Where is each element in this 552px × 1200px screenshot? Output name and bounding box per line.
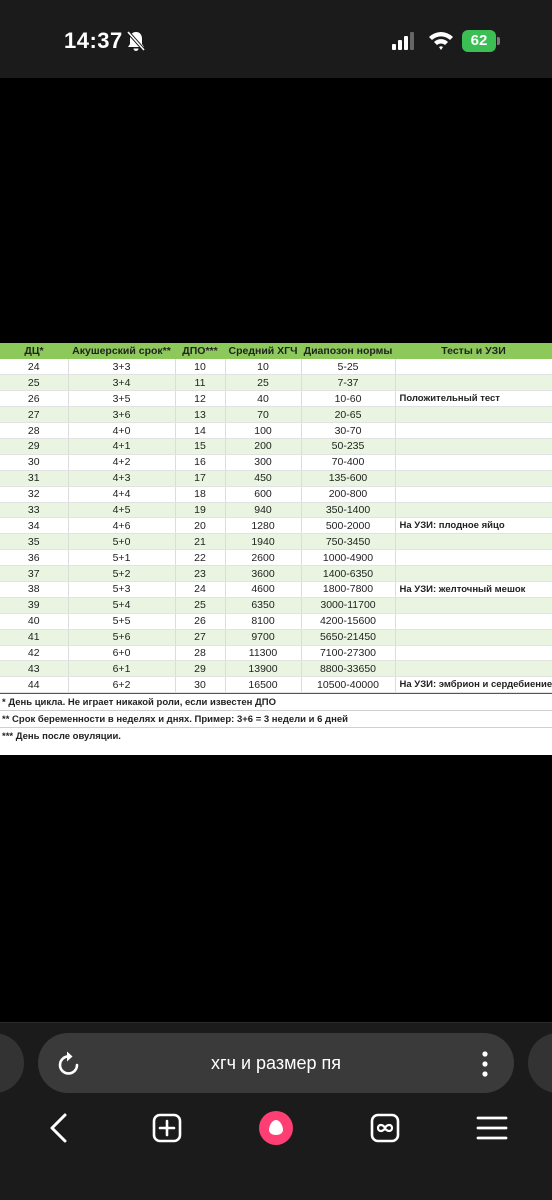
col-header-dpo: ДПО*** xyxy=(175,343,225,359)
cell-term: 5+3 xyxy=(68,581,175,597)
cell-range: 500-2000 xyxy=(301,518,395,534)
cell-dc: 29 xyxy=(0,438,68,454)
cell-range: 750-3450 xyxy=(301,534,395,550)
cell-dpo: 28 xyxy=(175,645,225,661)
cell-dpo: 30 xyxy=(175,677,225,693)
menu-icon[interactable] xyxy=(475,1111,509,1145)
cell-range: 7100-27300 xyxy=(301,645,395,661)
more-dots-icon[interactable] xyxy=(476,1050,494,1078)
cell-dc: 24 xyxy=(0,359,68,375)
cell-dpo: 21 xyxy=(175,534,225,550)
prev-tab-peek[interactable] xyxy=(0,1033,24,1093)
cell-term: 4+1 xyxy=(68,438,175,454)
cell-avg-hcg: 940 xyxy=(225,502,301,518)
cell-term: 5+4 xyxy=(68,597,175,613)
cell-tests xyxy=(395,613,552,629)
cell-dc: 37 xyxy=(0,566,68,582)
cell-term: 4+0 xyxy=(68,423,175,439)
cell-term: 6+1 xyxy=(68,661,175,677)
cell-avg-hcg: 2600 xyxy=(225,550,301,566)
battery-indicator xyxy=(462,30,500,52)
table-row xyxy=(0,359,552,375)
table-row xyxy=(0,629,552,645)
cell-dpo: 20 xyxy=(175,518,225,534)
cell-avg-hcg: 3600 xyxy=(225,566,301,582)
cell-dc: 26 xyxy=(0,391,68,407)
cell-tests xyxy=(395,438,552,454)
cell-term: 4+4 xyxy=(68,486,175,502)
cell-term: 3+4 xyxy=(68,375,175,391)
cell-dpo: 10 xyxy=(175,359,225,375)
cell-range: 1400-6350 xyxy=(301,566,395,582)
reload-icon[interactable] xyxy=(56,1049,82,1077)
cell-term: 4+3 xyxy=(68,470,175,486)
cell-tests xyxy=(395,661,552,677)
table-row xyxy=(0,550,552,566)
cell-tests xyxy=(395,454,552,470)
cell-avg-hcg: 6350 xyxy=(225,597,301,613)
cell-range: 10-60 xyxy=(301,391,395,407)
battery-tip xyxy=(497,37,500,45)
cell-range: 4200-15600 xyxy=(301,613,395,629)
cell-range: 1000-4900 xyxy=(301,550,395,566)
cell-dpo: 25 xyxy=(175,597,225,613)
table-row xyxy=(0,661,552,677)
table-row xyxy=(0,454,552,470)
table-row xyxy=(0,502,552,518)
battery-level: 62 xyxy=(462,30,496,52)
cell-dc: 43 xyxy=(0,661,68,677)
cell-dpo: 13 xyxy=(175,407,225,423)
cell-avg-hcg: 40 xyxy=(225,391,301,407)
cell-range: 30-70 xyxy=(301,423,395,439)
cell-avg-hcg: 200 xyxy=(225,438,301,454)
cell-avg-hcg: 13900 xyxy=(225,661,301,677)
cell-dpo: 12 xyxy=(175,391,225,407)
cell-avg-hcg: 9700 xyxy=(225,629,301,645)
table-row xyxy=(0,470,552,486)
cell-dpo: 18 xyxy=(175,486,225,502)
next-tab-peek[interactable] xyxy=(528,1033,552,1093)
cell-tests xyxy=(395,502,552,518)
cell-dc: 31 xyxy=(0,470,68,486)
cell-tests xyxy=(395,359,552,375)
cell-range: 200-800 xyxy=(301,486,395,502)
cell-tests xyxy=(395,407,552,423)
cell-avg-hcg: 10 xyxy=(225,359,301,375)
cell-tests: На УЗИ: желточный мешок xyxy=(395,581,552,597)
cell-avg-hcg: 300 xyxy=(225,454,301,470)
cell-term: 3+5 xyxy=(68,391,175,407)
col-header-avg-hcg: Средний ХГЧ xyxy=(225,343,301,359)
cell-avg-hcg: 450 xyxy=(225,470,301,486)
cell-dc: 34 xyxy=(0,518,68,534)
cell-dc: 30 xyxy=(0,454,68,470)
cell-range: 50-235 xyxy=(301,438,395,454)
cell-avg-hcg: 8100 xyxy=(225,613,301,629)
tabs-icon[interactable] xyxy=(368,1111,402,1145)
cell-dpo: 27 xyxy=(175,629,225,645)
cell-avg-hcg: 70 xyxy=(225,407,301,423)
cell-tests xyxy=(395,566,552,582)
table-row xyxy=(0,581,552,597)
cell-term: 5+6 xyxy=(68,629,175,645)
cell-range: 5-25 xyxy=(301,359,395,375)
hcg-table xyxy=(0,343,552,693)
cell-dc: 28 xyxy=(0,423,68,439)
table-row xyxy=(0,391,552,407)
address-bar[interactable] xyxy=(38,1033,514,1093)
cell-dc: 33 xyxy=(0,502,68,518)
cell-range: 350-1400 xyxy=(301,502,395,518)
cell-range: 20-65 xyxy=(301,407,395,423)
table-row xyxy=(0,534,552,550)
cell-dpo: 11 xyxy=(175,375,225,391)
cell-dc: 36 xyxy=(0,550,68,566)
cell-avg-hcg: 4600 xyxy=(225,581,301,597)
col-header-dc: ДЦ* xyxy=(0,343,68,359)
cell-dc: 27 xyxy=(0,407,68,423)
cell-tests: На УЗИ: эмбрион и сердебиение xyxy=(395,677,552,693)
bell-off-icon xyxy=(126,30,146,52)
status-time: 14:37 xyxy=(64,28,123,53)
cell-range: 70-400 xyxy=(301,454,395,470)
cell-term: 6+2 xyxy=(68,677,175,693)
cell-dpo: 15 xyxy=(175,438,225,454)
cell-dc: 25 xyxy=(0,375,68,391)
table-notes xyxy=(0,693,552,745)
col-header-term: Акушерский срок** xyxy=(68,343,175,359)
cell-tests xyxy=(395,534,552,550)
cell-dc: 44 xyxy=(0,677,68,693)
cell-dc: 42 xyxy=(0,645,68,661)
cell-tests: На УЗИ: плодное яйцо xyxy=(395,518,552,534)
cell-dpo: 17 xyxy=(175,470,225,486)
alice-icon[interactable] xyxy=(259,1111,293,1145)
cell-dc: 40 xyxy=(0,613,68,629)
cell-avg-hcg: 1280 xyxy=(225,518,301,534)
col-header-range: Диапозон нормы xyxy=(301,343,395,359)
wifi-icon xyxy=(428,30,454,50)
cell-dc: 35 xyxy=(0,534,68,550)
cell-term: 5+5 xyxy=(68,613,175,629)
cell-term: 5+2 xyxy=(68,566,175,582)
cell-tests: Положительный тест xyxy=(395,391,552,407)
cell-range: 10500-40000 xyxy=(301,677,395,693)
table-row xyxy=(0,423,552,439)
table-row xyxy=(0,375,552,391)
table-row xyxy=(0,613,552,629)
cell-range: 7-37 xyxy=(301,375,395,391)
cell-term: 5+0 xyxy=(68,534,175,550)
signal-icon xyxy=(392,32,416,50)
cell-dpo: 24 xyxy=(175,581,225,597)
cell-dpo: 14 xyxy=(175,423,225,439)
note-dc: * День цикла. Не играет никакой роли, если известен ДПО xyxy=(0,694,552,711)
cell-dpo: 29 xyxy=(175,661,225,677)
cell-avg-hcg: 11300 xyxy=(225,645,301,661)
cell-tests xyxy=(395,550,552,566)
cell-range: 1800-7800 xyxy=(301,581,395,597)
cell-range: 3000-11700 xyxy=(301,597,395,613)
cell-dpo: 16 xyxy=(175,454,225,470)
table-row xyxy=(0,677,552,693)
cell-range: 8800-33650 xyxy=(301,661,395,677)
cell-term: 6+0 xyxy=(68,645,175,661)
cell-tests xyxy=(395,470,552,486)
cell-avg-hcg: 16500 xyxy=(225,677,301,693)
table-row xyxy=(0,438,552,454)
cell-term: 3+3 xyxy=(68,359,175,375)
cell-range: 5650-21450 xyxy=(301,629,395,645)
address-text[interactable]: хгч и размер пя xyxy=(211,1053,341,1073)
status-bar xyxy=(0,0,552,78)
table-row xyxy=(0,645,552,661)
cell-avg-hcg: 25 xyxy=(225,375,301,391)
cell-tests xyxy=(395,597,552,613)
col-header-tests: Тесты и УЗИ xyxy=(395,343,552,359)
cell-dc: 38 xyxy=(0,581,68,597)
cell-term: 3+6 xyxy=(68,407,175,423)
table-row xyxy=(0,486,552,502)
cell-dpo: 26 xyxy=(175,613,225,629)
table-row xyxy=(0,566,552,582)
cell-term: 4+6 xyxy=(68,518,175,534)
cell-tests xyxy=(395,375,552,391)
table-row xyxy=(0,407,552,423)
cell-dc: 41 xyxy=(0,629,68,645)
cell-dpo: 22 xyxy=(175,550,225,566)
note-term: ** Срок беременности в неделях и днях. Пример: 3+6 = 3 недели и 6 дней xyxy=(0,711,552,728)
cell-term: 4+2 xyxy=(68,454,175,470)
cell-avg-hcg: 600 xyxy=(225,486,301,502)
cell-range: 135-600 xyxy=(301,470,395,486)
cell-tests xyxy=(395,645,552,661)
cell-term: 4+5 xyxy=(68,502,175,518)
cell-avg-hcg: 1940 xyxy=(225,534,301,550)
cell-avg-hcg: 100 xyxy=(225,423,301,439)
cell-dpo: 23 xyxy=(175,566,225,582)
cell-term: 5+1 xyxy=(68,550,175,566)
table-row xyxy=(0,597,552,613)
table-row xyxy=(0,518,552,534)
cell-dc: 39 xyxy=(0,597,68,613)
cell-tests xyxy=(395,486,552,502)
browser-bottom-bar xyxy=(0,1022,552,1200)
table-header-row xyxy=(0,343,552,359)
new-tab-icon[interactable] xyxy=(150,1111,184,1145)
cell-tests xyxy=(395,629,552,645)
table-body xyxy=(0,359,552,693)
hcg-table-image[interactable] xyxy=(0,343,552,755)
note-dpo: *** День после овуляции. xyxy=(2,731,121,743)
cell-dc: 32 xyxy=(0,486,68,502)
back-icon[interactable] xyxy=(42,1111,76,1145)
cell-tests xyxy=(395,423,552,439)
cell-dpo: 19 xyxy=(175,502,225,518)
